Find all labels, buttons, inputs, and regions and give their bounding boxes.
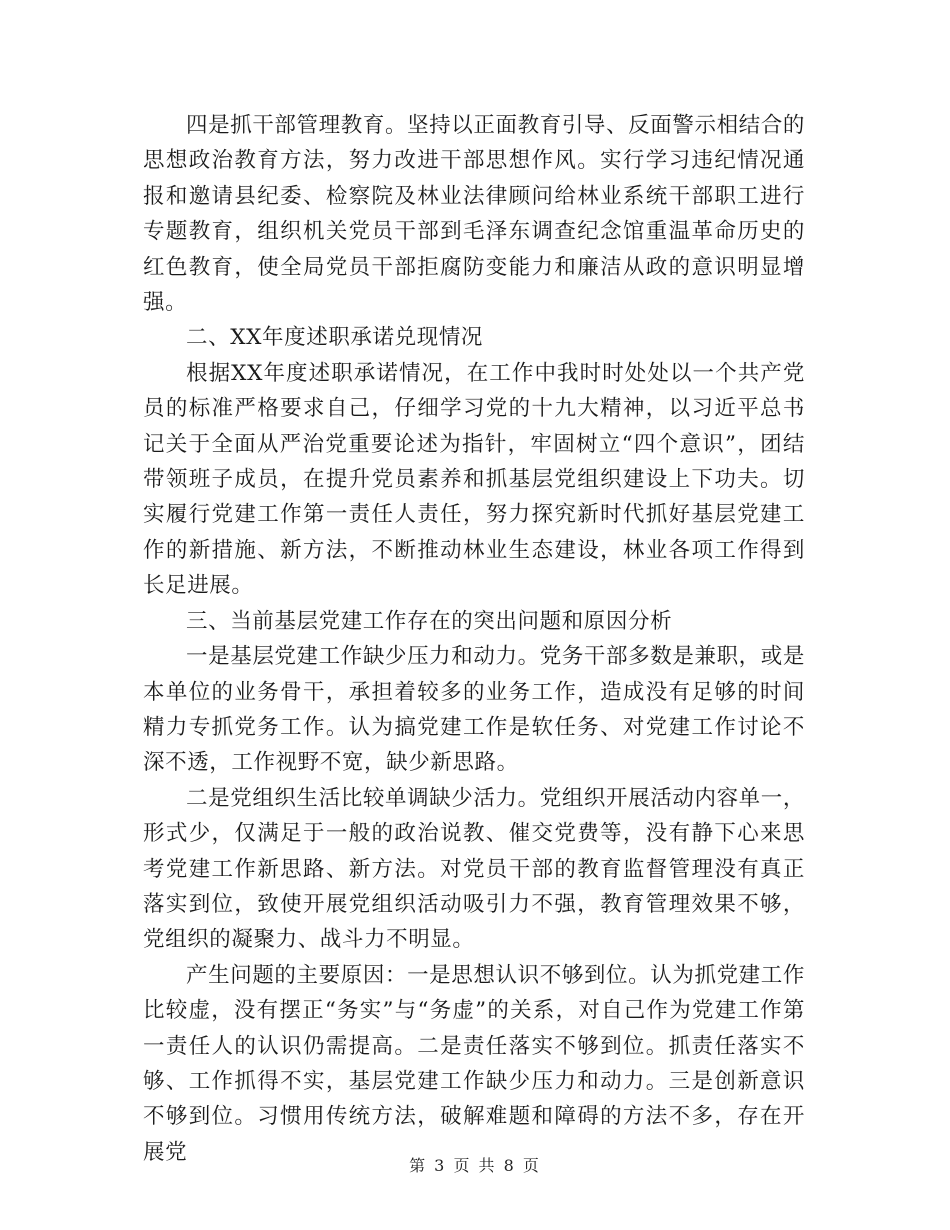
paragraph-problem-two: 二是党组织生活比较单调缺少活力。党组织开展活动内容单一，形式少，仅满足于一般的政治说教、催交党费等，没有静下心来思考党建工作新思路、新方法。对党员干部的教育监督管理没有真正落实到位，致使开展党组织活动吸引力不强，教育管理效果不够，党组织的凝聚力、战斗力不明显。 bbox=[143, 785, 805, 953]
document-body bbox=[143, 108, 805, 1170]
paragraph-causes: 产生问题的主要原因：一是思想认识不够到位。认为抓党建工作比较虚，没有摆正“务实”与“务虚”的关系，对自己作为党建工作第一责任人的认识仍需提高。二是责任落实不够到位。抓责任落实不够、工作抓得不实，基层党建工作缺少压力和动力。三是创新意识不够到位。习惯用传统方法，破解难题和障碍的方法不多，存在开展党 bbox=[143, 962, 805, 1165]
paragraph-cadre-education: 四是抓干部管理教育。坚持以正面教育引导、反面警示相结合的思想政治教育方法，努力改进干部思想作风。实行学习违纪情况通报和邀请县纪委、检察院及林业法律顾问给林业系统干部职工进行专题教育，组织机关党员干部到毛泽东调查纪念馆重温革命历史的红色教育，使全局党员干部拒腐防变能力和廉洁从政的意识明显增强。 bbox=[143, 113, 805, 316]
paragraph-commitment: 根据XX年度述职承诺情况，在工作中我时时处处以一个共产党员的标准严格要求自己，仔细学习党的十九大精神，以习近平总书记关于全面从严治党重要论述为指针，牢固树立“四个意识”，团结带领班子成员，在提升党员素养和抓基层党组织建设上下功夫。切实履行党建工作第一责任人责任，努力探究新时代抓好基层党建工作的新措施、新方法，不断推动林业生态建设，林业各项工作得到长足进展。 bbox=[143, 360, 805, 599]
section-heading-problems: 三、当前基层党建工作存在的突出问题和原因分析 bbox=[186, 608, 673, 634]
section-heading-commitment: 二、XX年度述职承诺兑现情况 bbox=[186, 325, 484, 351]
paragraph-problem-one: 一是基层党建工作缺少压力和动力。党务干部多数是兼职，或是本单位的业务骨干，承担着较多的业务工作，造成没有足够的时间精力专抓党务工作。认为搞党建工作是软任务、对党建工作讨论不深不透，工作视野不宽，缺少新思路。 bbox=[143, 644, 805, 776]
page-footer: 第 3 页 共 8 页 bbox=[409, 1156, 541, 1175]
